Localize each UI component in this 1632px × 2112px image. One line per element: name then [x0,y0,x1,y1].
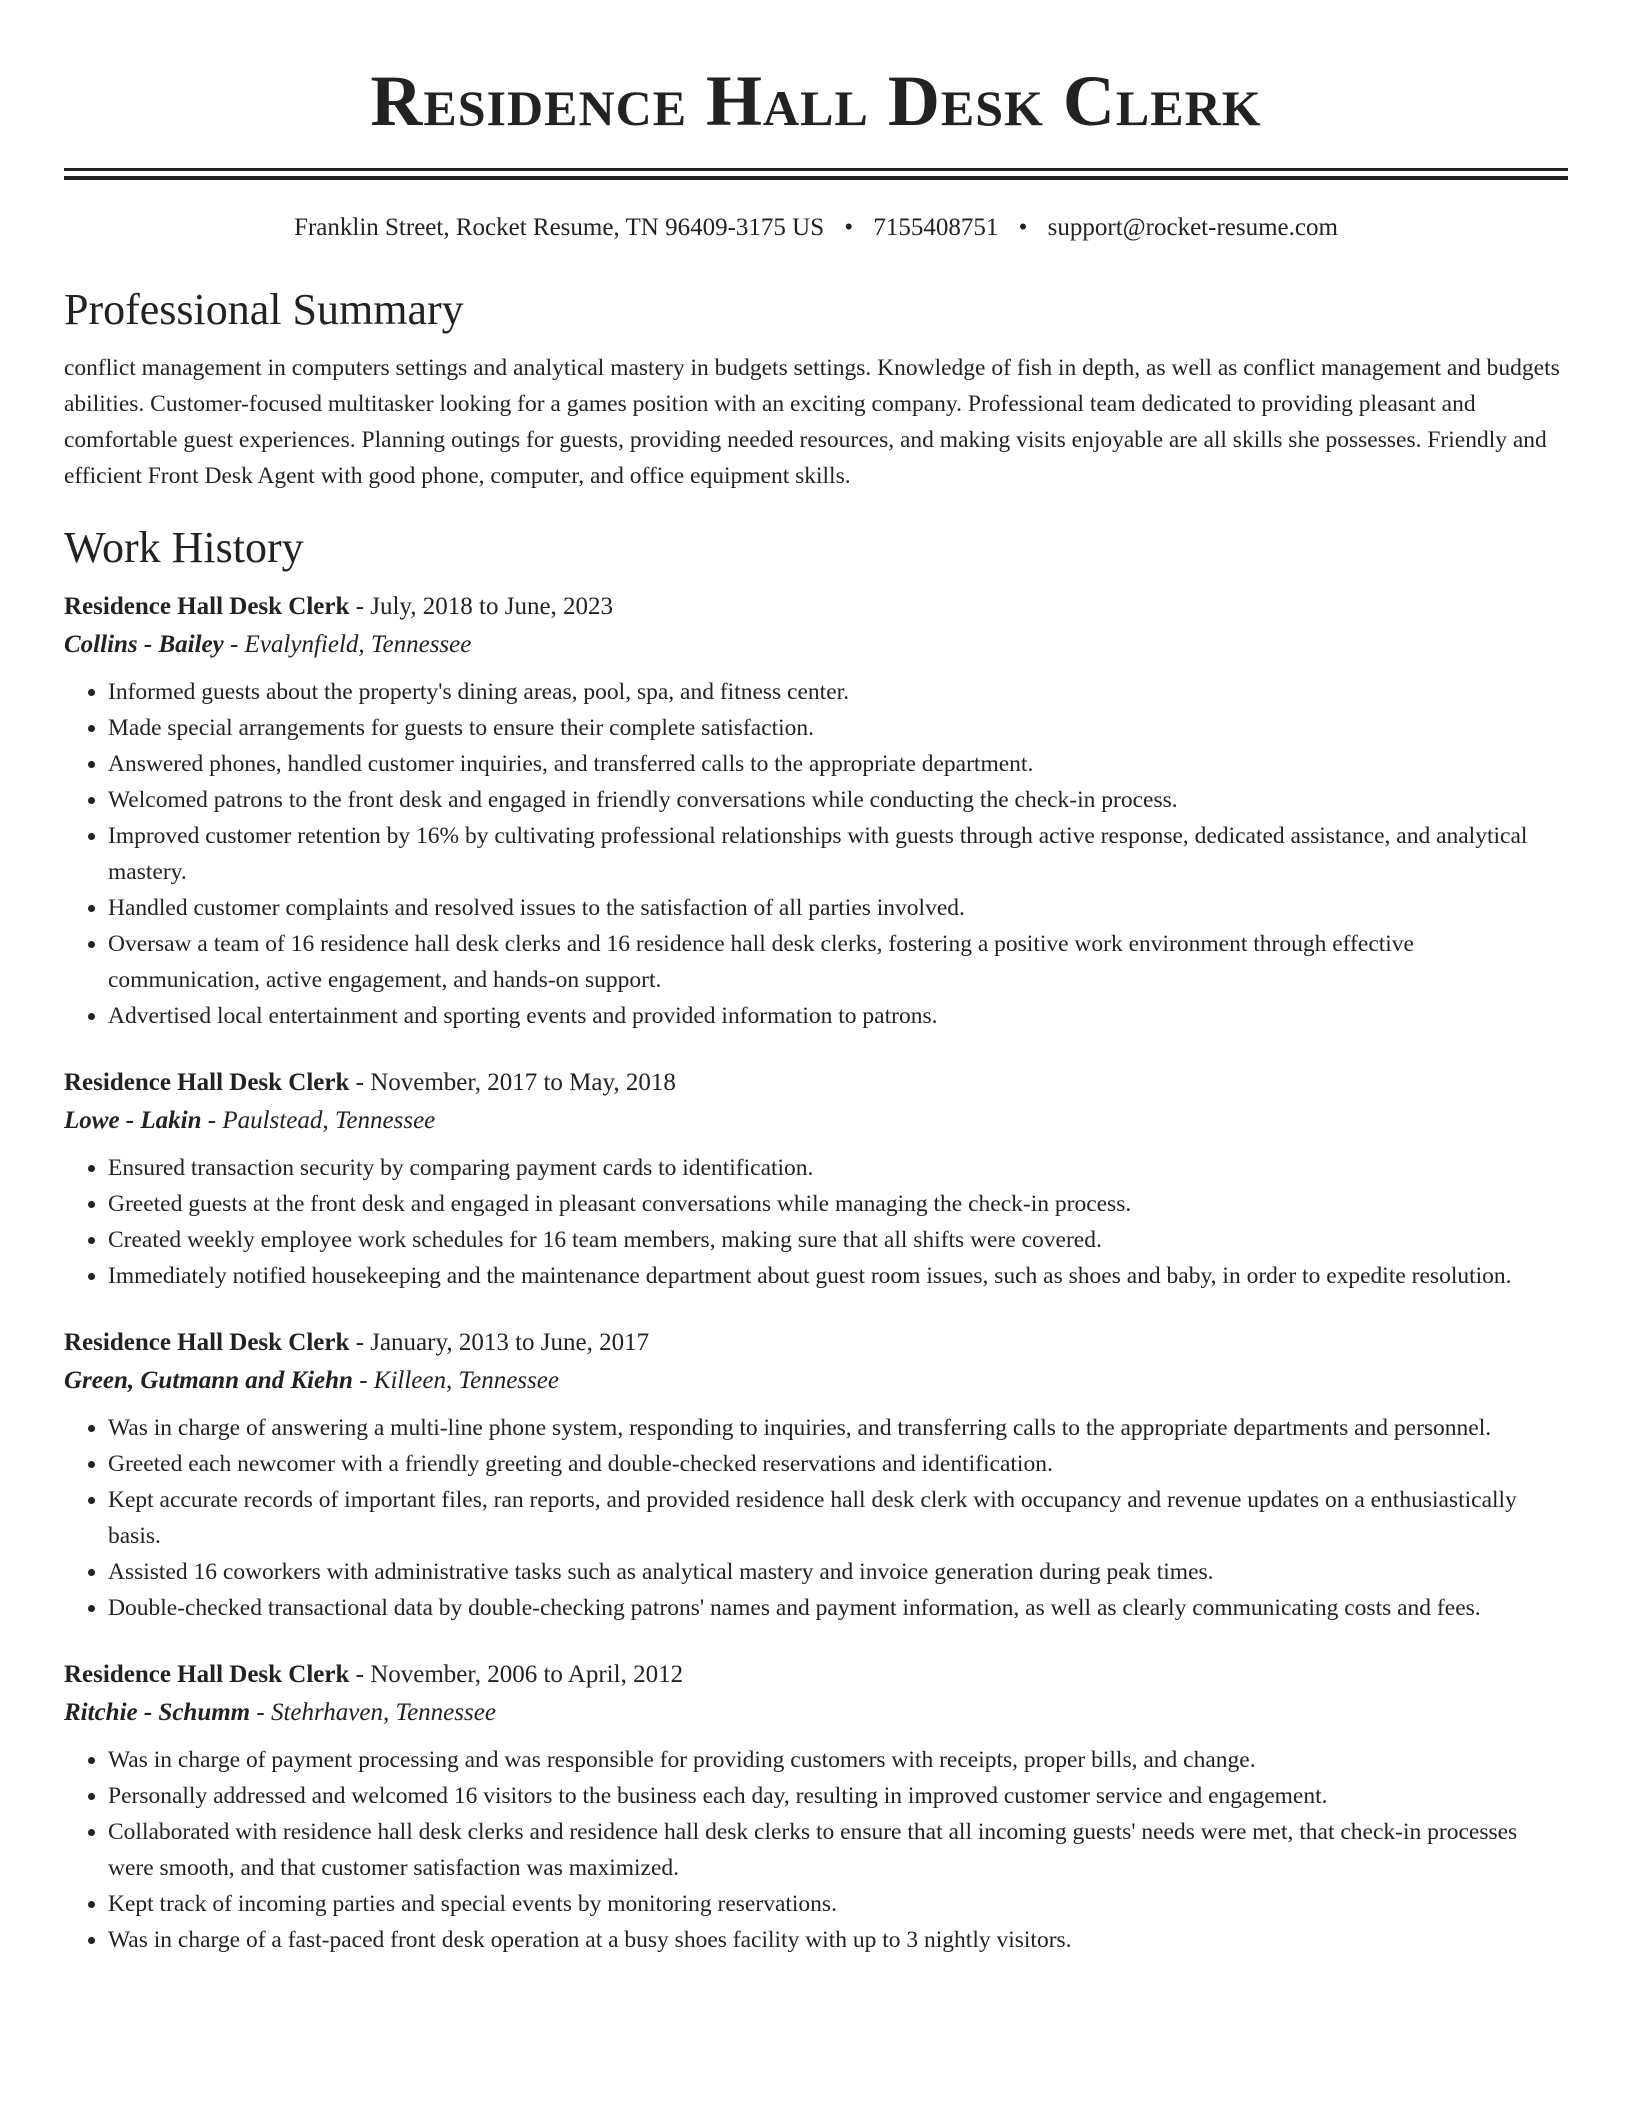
job-bullet: • Double-checked transactional data by double-checking patrons' names and payment information, as well as clearly communicating costs and fees. [108,1590,1568,1626]
job-location: - Killeen, Tennessee [352,1367,559,1394]
job-bullet: • Immediately notified housekeeping and the maintenance department about guest room issues, such as shoes and baby, in order to expedite resolution. [108,1258,1568,1294]
job-company: Green, Gutmann and Kiehn [64,1367,353,1394]
job-dates: - November, 2017 to May, 2018 [349,1069,676,1096]
job-company-line [64,1362,1568,1400]
job-bullet: • Personally addressed and welcomed 16 visitors to the business each day, resulting in improved customer service and engagement. [108,1778,1568,1814]
job-bullet: • Kept track of incoming parties and special events by monitoring reservations. [108,1886,1568,1922]
job-header [64,1064,1568,1102]
job-dates: - January, 2013 to June, 2017 [349,1329,650,1356]
job-bullet: • Informed guests about the property's dining areas, pool, spa, and fitness center. [108,674,1568,710]
job-list [64,588,1568,1958]
job-entry [64,588,1568,1034]
job-bullets [64,1742,1568,1958]
contact-phone: 7155408751 [873,214,999,241]
job-bullet: • Was in charge of payment processing and was responsible for providing customers with receipts, proper bills, and change. [108,1742,1568,1778]
job-role: Residence Hall Desk Clerk [64,1069,350,1096]
job-company-line [64,1102,1568,1140]
job-bullet: • Kept accurate records of important files, ran reports, and provided residence hall desk clerk with occupancy and revenue updates on a enthusiastically basis. [108,1482,1568,1554]
job-bullet: • Greeted guests at the front desk and engaged in pleasant conversations while managing the check-in process. [108,1186,1568,1222]
job-role: Residence Hall Desk Clerk [64,1661,350,1688]
job-bullets [64,1150,1568,1294]
job-bullet: • Improved customer retention by 16% by cultivating professional relationships with guests through active response, dedicated assistance, and analytical mastery. [108,818,1568,890]
job-bullets [64,674,1568,1034]
job-bullet: • Handled customer complaints and resolved issues to the satisfaction of all parties involved. [108,890,1568,926]
job-bullet: • Was in charge of a fast-paced front desk operation at a busy shoes facility with up to 3 nightly visitors. [108,1922,1568,1958]
resume-name-title: Residence Hall Desk Clerk [370,61,1262,141]
job-header [64,588,1568,626]
job-bullet: • Was in charge of answering a multi-line phone system, responding to inquiries, and transferring calls to the appropriate departments and personnel. [108,1410,1568,1446]
job-company-line [64,626,1568,664]
job-entry [64,1064,1568,1294]
job-location: - Stehrhaven, Tennessee [250,1699,496,1726]
job-company: Collins - Bailey [64,631,224,658]
job-entry [64,1656,1568,1958]
contact-address: Franklin Street, Rocket Resume, TN 96409-3175 US [294,214,825,241]
job-company: Lowe - Lakin [64,1107,202,1134]
job-dates: - November, 2006 to April, 2012 [349,1661,684,1688]
job-bullet: • Welcomed patrons to the front desk and engaged in friendly conversations while conducting the check-in process. [108,782,1568,818]
job-role: Residence Hall Desk Clerk [64,1329,350,1356]
job-dates: - July, 2018 to June, 2023 [349,593,614,620]
job-bullet: • Collaborated with residence hall desk clerks and residence hall desk clerks to ensure that all incoming guests' needs were met, that check-in processes were smooth, and that customer satisfaction was maximized. [108,1814,1568,1886]
summary-heading: Professional Summary [64,285,464,334]
contact-separator: • [844,214,854,241]
summary-text: conflict management in computers settings and analytical mastery in budgets settings. Knowledge of fish in depth, as well as conflict management and budgets abilities. Customer-focused multitasker looking for a games position with an exciting company. Professional team dedicated to providing pleasant and comfortable guest experiences. Planning outings for guests, providing needed resources, and making visits enjoyable are all skills she possesses. Friendly and efficient Front Desk Agent with good phone, computer, and office equipment skills. [64,355,1560,489]
job-bullet: • Oversaw a team of 16 residence hall desk clerks and 16 residence hall desk clerks, fostering a positive work environment through effective communication, active engagement, and hands-on support. [108,926,1568,998]
job-bullet: • Answered phones, handled customer inquiries, and transferred calls to the appropriate department. [108,746,1568,782]
job-header [64,1324,1568,1362]
job-header [64,1656,1568,1694]
job-company-line [64,1694,1568,1732]
job-location: - Evalynfield, Tennessee [223,631,472,658]
contact-separator: • [1018,214,1028,241]
header-double-rule [64,168,1568,180]
job-bullet: • Greeted each newcomer with a friendly greeting and double-checked reservations and identification. [108,1446,1568,1482]
job-bullet: • Made special arrangements for guests to ensure their complete satisfaction. [108,710,1568,746]
job-bullet: • Ensured transaction security by comparing payment cards to identification. [108,1150,1568,1186]
job-bullet: • Advertised local entertainment and sporting events and provided information to patrons. [108,998,1568,1034]
job-role: Residence Hall Desk Clerk [64,593,350,620]
work-history-heading: Work History [64,523,304,572]
job-bullet: • Created weekly employee work schedules for 16 team members, making sure that all shifts were covered. [108,1222,1568,1258]
job-bullets [64,1410,1568,1626]
contact-line [64,212,1568,244]
job-bullet: • Assisted 16 coworkers with administrative tasks such as analytical mastery and invoice generation during peak times. [108,1554,1568,1590]
job-entry [64,1324,1568,1626]
job-company: Ritchie - Schumm [64,1699,251,1726]
job-location: - Paulstead, Tennessee [201,1107,436,1134]
contact-email: support@rocket-resume.com [1047,214,1338,241]
